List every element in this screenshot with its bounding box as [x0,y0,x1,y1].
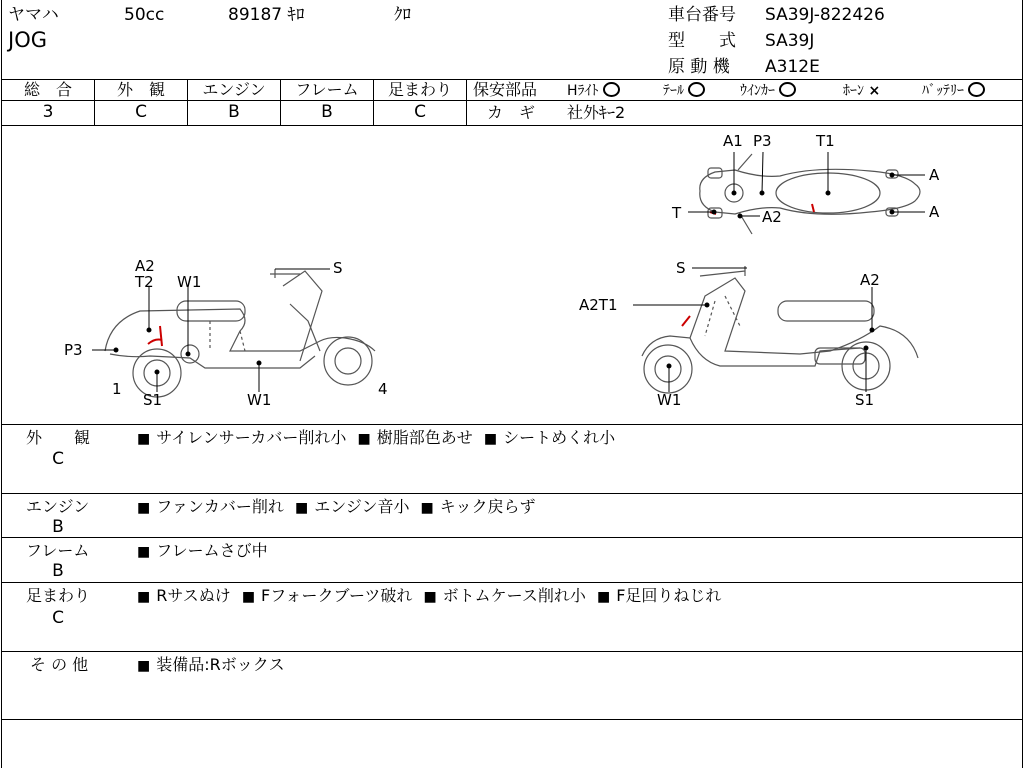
damage-mark [682,316,690,326]
safety-item-winker [740,81,796,101]
frame-grade-label: フレーム [295,80,359,99]
type-label: 型 式 [668,31,736,51]
safety-item-battery [922,81,985,101]
diagram-label: A2 [762,208,782,226]
left-view-leaders [92,269,330,392]
diagram-label: 1 [112,380,122,398]
diagram-label: W1 [247,391,272,409]
suspension-grade-label: 足まわり [387,80,452,99]
diagram-label: S [676,259,686,277]
remark-items [137,428,615,449]
damage-mark [148,340,162,345]
overall-label: 総 合 [23,80,72,99]
diagram-label: 4 [378,380,388,398]
diagram-label: P3 [753,132,772,150]
ok-circle-icon [603,82,620,97]
suspension-grade: C [414,102,426,122]
exterior-grade: C [135,102,147,122]
safety-item-name: ﾃｰﾙ [663,83,684,99]
remark-item: ■ 装備品:Rボックス [137,655,285,674]
damage-mark [812,204,814,212]
remark-label: フレーム [26,541,90,560]
right-view-leaders [633,268,874,392]
remark-item: ■ キック戻らず [421,497,536,516]
diagram-label: A [929,166,940,184]
remarks-divider [1,537,1023,538]
safety-item-name: ﾎｰﾝ [843,83,864,99]
remark-grade: C [52,608,64,628]
diagram-label: A2T1 [579,296,618,314]
diagram-label: S [333,259,343,277]
exterior-label: 外 観 [116,80,165,99]
remark-label: 足まわり [26,586,91,605]
type-value: SA39J [765,31,815,51]
remark-items [137,497,535,518]
model-name: JOG [8,28,47,52]
key-value: 社外ｷｰ2 [567,103,626,122]
remark-item: ■ エンジン音小 [295,497,409,516]
remark-item: ■ サイレンサーカバー削れ小 [137,428,346,447]
remark-item: ■ Rサスぬけ [137,586,231,605]
remark-items [137,541,268,562]
engine-label: 原 動 機 [668,57,730,77]
remark-label: 外 観 [26,428,91,447]
grade-table-mid-line [1,100,467,101]
frame-no: SA39J-822426 [765,5,885,25]
safety-item-headlight [567,81,620,101]
remark-items [137,655,285,676]
remarks-divider [1,582,1023,583]
diagram-label: T2 [135,273,154,291]
mileage: 89187 ｷﾛ [228,5,305,25]
ok-circle-icon [968,82,985,97]
diagram-label: A [929,203,940,221]
remarks-divider [1,493,1023,494]
diagram-label: T [672,204,682,222]
safety-item-horn [843,81,880,101]
diagram-label: A2 [135,257,155,275]
overall-grade: 3 [42,102,54,122]
diagram-label: S1 [855,391,875,409]
diagram-label: T1 [816,132,835,150]
remark-item: ■ フレームさび中 [137,541,268,560]
remark-grade: B [52,561,64,581]
ng-cross-icon: × [868,83,881,99]
remarks-bottom-line [1,719,1023,720]
grade-divider [466,79,467,125]
ok-circle-icon [779,82,796,97]
remark-item: ■ F足回りねじれ [597,586,721,605]
safety-label: 保安部品 [473,80,538,99]
diagram-label: S1 [143,391,163,409]
frame-no-label: 車台番号 [668,5,736,25]
diagram-label: P3 [64,341,83,359]
diagram-label: W1 [657,391,682,409]
safety-item-name: ﾊﾞｯﾃﾘｰ [922,83,964,99]
remark-item: ■ ファンカバー削れ [137,497,284,516]
remarks-top-line [1,424,1023,425]
remark-grade: C [52,449,64,469]
engine-grade: B [228,102,240,122]
damage-diagram [0,126,1024,424]
remark-item: ■ Fフォークブーツ破れ [242,586,413,605]
remark-item: ■ 樹脂部色あせ [358,428,473,447]
remarks-divider [1,651,1023,652]
safety-item-tail [663,81,705,101]
remark-item: ■ ボトムケース削れ小 [423,586,585,605]
remark-label: そ の 他 [30,655,89,674]
damage-mark [160,326,162,346]
engine-grade-label: エンジン [202,80,266,99]
frame-grade: B [321,102,333,122]
ok-circle-icon [688,82,705,97]
remark-item: ■ シートめくれ小 [484,428,615,447]
remark-label: エンジン [26,497,90,516]
diagram-label: A1 [723,132,743,150]
engine-value: A312E [765,57,820,77]
displacement: 50cc [124,5,165,25]
safety-item-name: Hﾗｲﾄ [567,83,599,99]
safety-item-name: ｳｲﾝｶｰ [740,83,775,99]
remark-grade: B [52,517,64,537]
diagram-label: A2 [860,271,880,289]
maker: ヤマハ [8,5,59,25]
diagram-label: W1 [177,273,202,291]
key-label: カ ギ [487,103,536,122]
remark-items [137,586,721,607]
color: ｸﾛ [394,5,411,25]
